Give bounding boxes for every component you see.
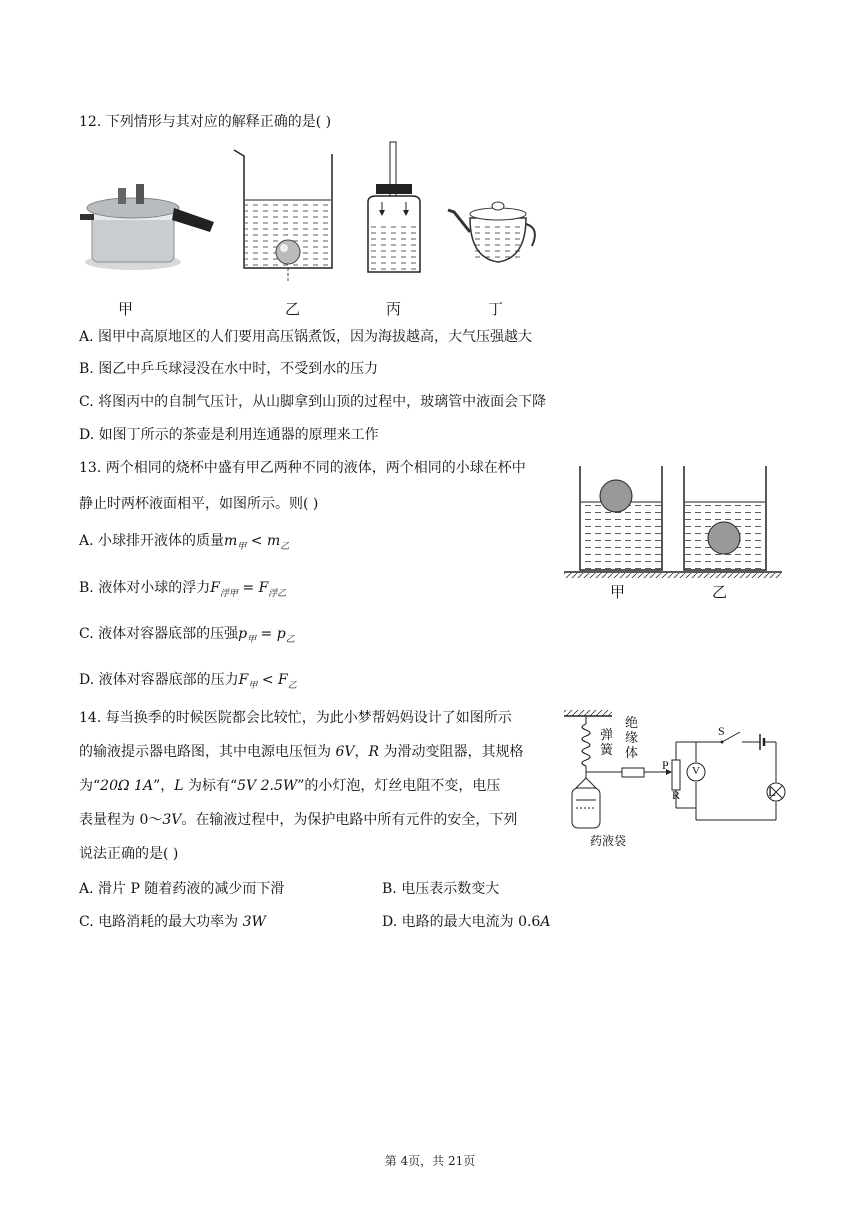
bag-label: 药液袋 — [590, 834, 627, 848]
page-footer: 第 4页，共 21页 — [384, 1154, 476, 1168]
slider-p-label: P — [662, 758, 669, 772]
q12-option-d: D. 如图丁所示的茶壶是利用连通器的原理来工作 — [79, 427, 379, 443]
q12-label-ding: 丁 — [488, 300, 504, 318]
q14-line2: 的输液提示器电路图，其中电源电压恒为 6V，R 为滑动变阻器，其规格 — [79, 744, 524, 760]
lamp-l-label: L — [768, 784, 776, 799]
q14-line4: 表量程为 0～3V。在输液过程中，为保护电路中所有元件的安全，下列 — [79, 812, 518, 828]
q13-option-d: D. 液体对容器底部的压力$F_甲 < F_乙$ — [79, 672, 297, 691]
q12-option-b: B. 图乙中乒乓球浸没在水中时，不受到水的压力 — [79, 361, 379, 377]
resistor-r-label: R — [672, 788, 681, 802]
q14-option-a: A. 滑片 P 随着药液的减少而下滑 — [79, 881, 285, 897]
q12-label-yi: 乙 — [285, 300, 301, 318]
spring-label: 弹簧 — [600, 728, 614, 758]
insulator-label: 绝缘体 — [625, 716, 639, 761]
q14-line1: 14. 每当换季的时候医院都会比较忙，为此小梦帮妈妈设计了如图所示 — [79, 710, 512, 726]
q14-option-c: C. 电路消耗的最大功率为 3W — [79, 914, 266, 930]
q13-stem-line1: 13. 两个相同的烧杯中盛有甲乙两种不同的液体，两个相同的小球在杯中 — [79, 460, 526, 476]
bottle-barometer-figure — [360, 140, 430, 280]
beaker-ball-figure — [232, 148, 342, 288]
teapot-figure — [444, 188, 544, 268]
q14-line5: 说法正确的是( ) — [79, 846, 179, 862]
q13-option-a: A. 小球排开液体的质量$m_甲 < m_乙$ — [79, 533, 290, 552]
q13-stem-line2: 静止时两杯液面相平，如图所示。则( ) — [79, 496, 319, 512]
q14-option-b: B. 电压表示数变大 — [382, 881, 500, 897]
q13-label-jia: 甲 — [610, 583, 626, 601]
q12-label-jia: 甲 — [118, 300, 134, 318]
q13-option-c: C. 液体对容器底部的压强$p_甲 = p_乙$ — [79, 626, 295, 645]
switch-s-label: S — [718, 724, 725, 738]
q14-line3: 为“20Ω 1A”，L 为标有“5V 2.5W”的小灯泡，灯丝电阻不变，电压 — [79, 778, 501, 794]
voltmeter-v-label: V — [692, 765, 700, 777]
two-beakers-figure — [564, 460, 784, 590]
q12-stem: 12. 下列情形与其对应的解释正确的是( ) — [79, 114, 332, 130]
q13-option-b: B. 液体对小球的浮力$F_{浮甲} = F_{浮乙}$ — [79, 580, 287, 599]
q14-option-d: D. 电路的最大电流为 0.6A — [382, 914, 551, 930]
q12-option-a: A. 图甲中高原地区的人们要用高压锅煮饭，因为海拔越高，大气压强越大 — [79, 329, 533, 345]
q12-label-bing: 丙 — [386, 300, 402, 318]
pressure-cooker-figure — [78, 170, 218, 280]
q12-option-c: C. 将图丙中的自制气压计，从山脚拿到山顶的过程中，玻璃管中液面会下降 — [79, 394, 547, 410]
q13-label-yi: 乙 — [712, 583, 728, 601]
